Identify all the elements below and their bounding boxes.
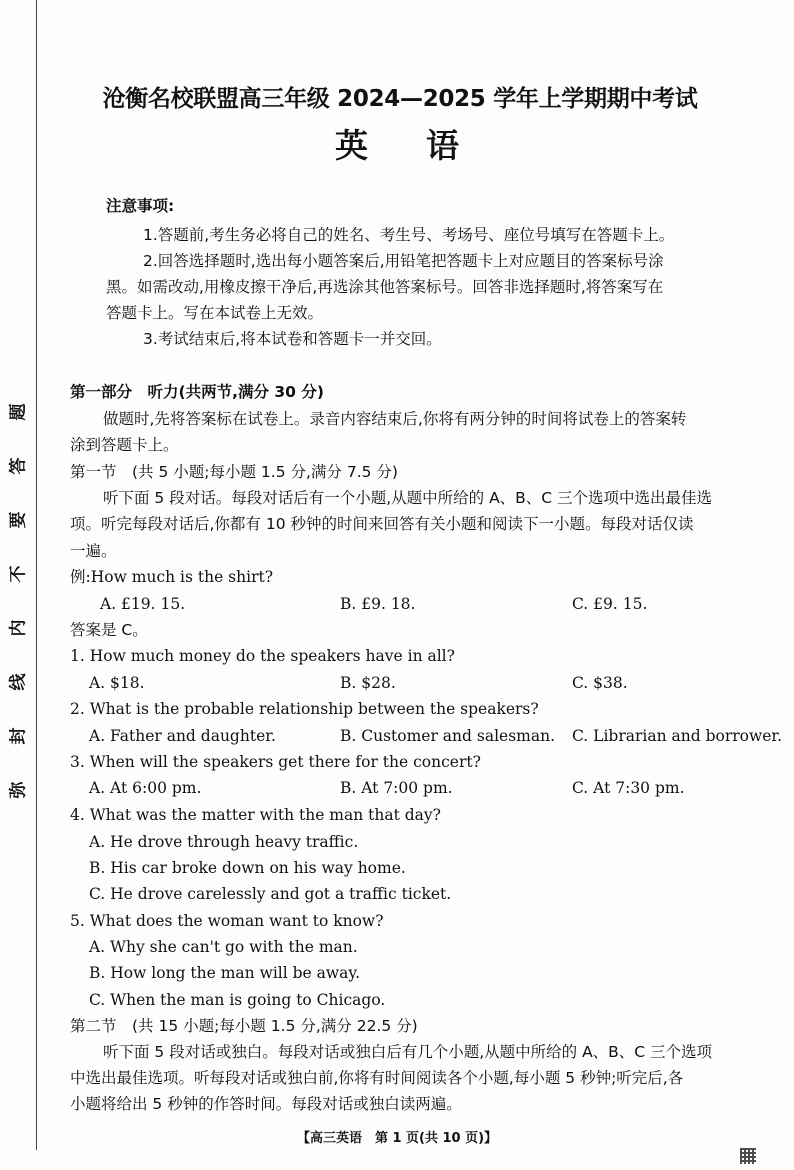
q3-option-a: A. At 6:00 pm. bbox=[89, 779, 202, 797]
q2-option-c: C. Librarian and borrower. bbox=[572, 727, 783, 745]
section2-intro: 中选出最佳选项。听每段对话或独白前,你将有时间阅读各个小题,每小题 5 秒钟;听完后,各 bbox=[70, 1069, 684, 1087]
section1-intro: 项。听完每段对话后,你都有 10 秒钟的时间来回答有关小题和阅读下一小题。每段对话仅读 bbox=[70, 515, 694, 533]
question-2: 2. What is the probable relationship between the speakers? bbox=[70, 700, 539, 718]
q4-option-c: C. He drove carelessly and got a traffic ticket. bbox=[89, 885, 452, 903]
part1-intro: 涂到答题卡上。 bbox=[70, 436, 179, 454]
q5-option-b: B. How long the man will be away. bbox=[89, 964, 361, 982]
notice-line: 答题卡上。写在本试卷上无效。 bbox=[106, 304, 324, 322]
section2-intro: 小题将给出 5 秒钟的作答时间。每段对话或独白读两遍。 bbox=[70, 1095, 462, 1113]
seal-line-warning bbox=[6, 395, 30, 807]
q3-option-b: B. At 7:00 pm. bbox=[340, 779, 453, 797]
side-char: 不 bbox=[8, 565, 28, 583]
notice-line: 3.考试结束后,将本试卷和答题卡一并交回。 bbox=[143, 330, 442, 348]
q4-option-b: B. His car broke down on his way home. bbox=[89, 859, 406, 877]
part1-intro: 做题时,先将答案标在试卷上。录音内容结束后,你将有两分钟的时间将试卷上的答案转 bbox=[103, 410, 687, 428]
part1-heading: 第一部分 听力(共两节,满分 30 分) bbox=[70, 383, 324, 401]
side-char: 题 bbox=[8, 403, 28, 421]
notice-line: 黑。如需改动,用橡皮擦干净后,再选涂其他答案标号。回答非选择题时,将答案写在 bbox=[106, 278, 664, 296]
q5-option-c: C. When the man is going to Chicago. bbox=[89, 991, 386, 1009]
example-option-a: A. £19. 15. bbox=[100, 595, 186, 613]
side-char: 内 bbox=[8, 619, 28, 637]
question-1: 1. How much money do the speakers have in all? bbox=[70, 647, 455, 665]
question-5: 5. What does the woman want to know? bbox=[70, 912, 384, 930]
q1-option-c: C. $38. bbox=[572, 674, 628, 692]
section2-heading: 第二节 (共 15 小题;每小题 1.5 分,满分 22.5 分) bbox=[70, 1017, 418, 1035]
example-answer: 答案是 C。 bbox=[70, 621, 148, 639]
question-4: 4. What was the matter with the man that day? bbox=[70, 806, 441, 824]
section2-intro: 听下面 5 段对话或独白。每段对话或独白后有几个小题,从题中所给的 A、B、C 三个选项 bbox=[103, 1043, 713, 1061]
side-char: 要 bbox=[8, 511, 28, 529]
qr-code-icon bbox=[740, 1148, 756, 1164]
question-3: 3. When will the speakers get there for the concert? bbox=[70, 753, 481, 771]
section1-intro: 一遍。 bbox=[70, 542, 117, 560]
q1-option-a: A. $18. bbox=[89, 674, 145, 692]
example-question: 例:How much is the shirt? bbox=[70, 568, 274, 586]
side-char: 弥 bbox=[8, 781, 28, 799]
section1-intro: 听下面 5 段对话。每段对话后有一个小题,从题中所给的 A、B、C 三个选项中选出最佳选 bbox=[103, 489, 713, 507]
binding-line bbox=[36, 0, 37, 1150]
q4-option-a: A. He drove through heavy traffic. bbox=[89, 833, 359, 851]
q5-option-a: A. Why she can't go with the man. bbox=[89, 938, 358, 956]
q2-option-b: B. Customer and salesman. bbox=[340, 727, 556, 745]
q2-option-a: A. Father and daughter. bbox=[89, 727, 276, 745]
exam-subject: 英语 bbox=[335, 126, 517, 165]
example-option-c: C. £9. 15. bbox=[572, 595, 648, 613]
section1-heading: 第一节 (共 5 小题;每小题 1.5 分,满分 7.5 分) bbox=[70, 463, 398, 481]
page-footer: 【高三英语 第 1 页(共 10 页)】 bbox=[296, 1131, 498, 1146]
notice-line: 2.回答选择题时,选出每小题答案后,用铅笔把答题卡上对应题目的答案标号涂 bbox=[143, 252, 664, 270]
side-char: 封 bbox=[8, 727, 28, 745]
exam-title: 沧衡名校联盟高三年级 2024—2025 学年上学期期中考试 bbox=[102, 86, 698, 112]
side-char: 答 bbox=[8, 457, 28, 475]
notice-line: 1.答题前,考生务必将自己的姓名、考生号、考场号、座位号填写在答题卡上。 bbox=[143, 226, 675, 244]
q3-option-c: C. At 7:30 pm. bbox=[572, 779, 685, 797]
notice-heading: 注意事项: bbox=[106, 197, 175, 215]
example-option-b: B. £9. 18. bbox=[340, 595, 416, 613]
q1-option-b: B. $28. bbox=[340, 674, 396, 692]
side-char: 线 bbox=[8, 673, 28, 691]
